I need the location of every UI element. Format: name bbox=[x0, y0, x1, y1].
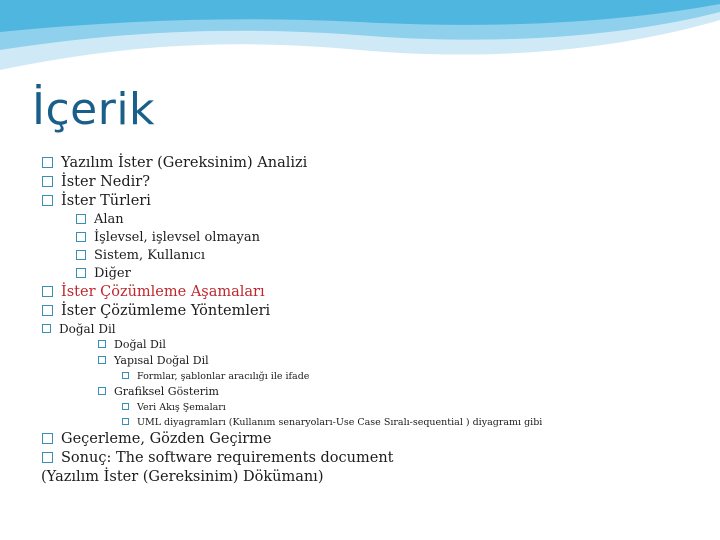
item-text: Geçerleme, Gözden Geçirme bbox=[61, 431, 272, 447]
item-text: Sistem, Kullanıcı bbox=[94, 248, 206, 263]
square-bullet-icon bbox=[122, 372, 129, 379]
list-subitem bbox=[98, 384, 702, 400]
square-bullet-icon bbox=[76, 214, 86, 224]
item-text: Grafiksel Gösterim bbox=[114, 385, 219, 398]
list-item bbox=[42, 154, 702, 173]
page-title: İçerik bbox=[32, 84, 156, 135]
square-bullet-icon bbox=[122, 403, 129, 410]
square-bullet-icon bbox=[122, 418, 129, 425]
item-text: Formlar, şablonlar aracılığı ile ifade bbox=[137, 371, 310, 382]
square-bullet-icon bbox=[98, 340, 106, 348]
list-subitem bbox=[76, 265, 702, 283]
content-list bbox=[42, 154, 702, 487]
item-text: İster Türleri bbox=[61, 193, 151, 209]
square-bullet-icon bbox=[98, 387, 106, 395]
item-text: Doğal Dil bbox=[59, 322, 116, 336]
list-subitem bbox=[76, 247, 702, 265]
item-text: Yapısal Doğal Dil bbox=[114, 354, 209, 367]
item-text: Veri Akış Şemaları bbox=[137, 402, 226, 413]
list-item bbox=[42, 430, 702, 449]
square-bullet-icon bbox=[42, 433, 53, 444]
item-continuation: (Yazılım İster (Gereksinim) Dökümanı) bbox=[41, 469, 324, 485]
item-text: UML diyagramları (Kullanım senaryoları-Use Case Sıralı-sequential ) diyagramı gibi bbox=[137, 417, 543, 428]
item-text: İster Nedir? bbox=[61, 174, 151, 190]
square-bullet-icon bbox=[42, 305, 53, 316]
item-text: Sonuç: The software requirements document bbox=[61, 450, 394, 466]
square-bullet-icon bbox=[42, 195, 53, 206]
list-item bbox=[42, 321, 702, 337]
square-bullet-icon bbox=[98, 356, 106, 364]
list-subitem bbox=[76, 229, 702, 247]
item-text: Yazılım İster (Gereksinim) Analizi bbox=[61, 155, 308, 171]
list-item-highlighted bbox=[42, 283, 702, 302]
list-subitem bbox=[76, 211, 702, 229]
list-subsubitem bbox=[122, 415, 702, 430]
list-item bbox=[42, 192, 702, 211]
header-wave-decoration bbox=[0, 0, 720, 90]
square-bullet-icon bbox=[76, 232, 86, 242]
item-text: İster Çözümleme Yöntemleri bbox=[61, 303, 271, 319]
list-subsubitem bbox=[122, 400, 702, 415]
list-subsubitem bbox=[122, 369, 702, 384]
square-bullet-icon bbox=[42, 157, 53, 168]
item-text: Diğer bbox=[94, 266, 131, 281]
list-item bbox=[42, 173, 702, 192]
square-bullet-icon bbox=[42, 286, 53, 297]
item-text: Alan bbox=[94, 212, 124, 227]
item-text: Doğal Dil bbox=[114, 338, 166, 351]
list-subitem bbox=[98, 337, 702, 353]
square-bullet-icon bbox=[42, 324, 51, 333]
item-text: İster Çözümleme Aşamaları bbox=[61, 284, 265, 300]
square-bullet-icon bbox=[76, 268, 86, 278]
list-item bbox=[42, 449, 702, 468]
list-item bbox=[42, 302, 702, 321]
list-subitem bbox=[98, 353, 702, 369]
item-text: İşlevsel, işlevsel olmayan bbox=[94, 230, 260, 245]
square-bullet-icon bbox=[76, 250, 86, 260]
square-bullet-icon bbox=[42, 176, 53, 187]
square-bullet-icon bbox=[42, 452, 53, 463]
